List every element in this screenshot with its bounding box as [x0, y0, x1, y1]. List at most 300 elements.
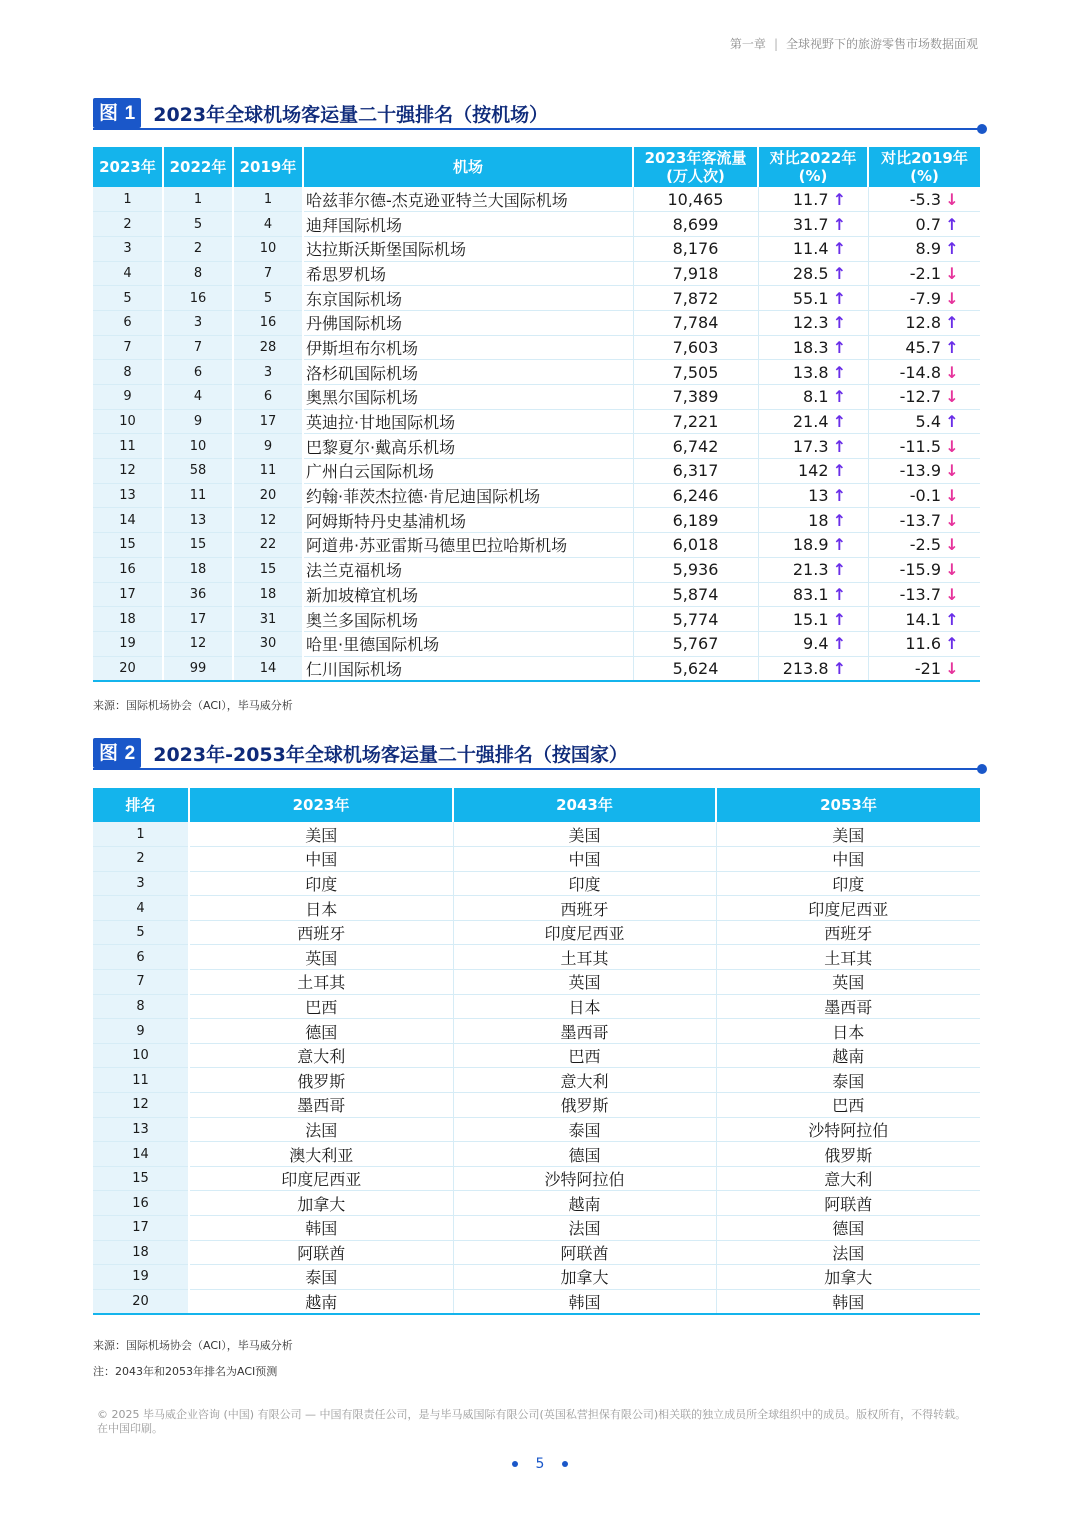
change-vs-2022-cell: [758, 261, 868, 286]
rank-cell: 10: [93, 1043, 189, 1068]
passenger-flow-cell: 5,774: [633, 607, 758, 632]
country-2023-cell: 韩国: [189, 1216, 453, 1241]
table-row: [93, 508, 980, 533]
rank-2023-cell: 10: [93, 409, 163, 434]
col-header-vs2022: [758, 147, 868, 187]
table-row: [93, 434, 980, 459]
country-2023-cell: 意大利: [189, 1043, 453, 1068]
change-vs-2022-cell: [758, 557, 868, 582]
change-vs-2019-cell: [868, 631, 980, 656]
arrow-up-icon: ↑: [832, 313, 847, 333]
country-2023-cell: 墨西哥: [189, 1093, 453, 1118]
airport-name-cell: 仁川国际机场: [303, 656, 633, 681]
rank-2019-cell: 11: [233, 459, 303, 484]
col-header-vs2019-line1: 对比2019年: [881, 149, 968, 167]
rank-2023-cell: 9: [93, 385, 163, 410]
rank-2022-cell: 11: [163, 483, 233, 508]
arrow-down-icon: ↓: [945, 560, 959, 580]
change-vs-2019-cell: [868, 335, 980, 360]
rank-2019-cell: 1: [233, 187, 303, 212]
change-value: 14.1: [905, 609, 941, 629]
figure-1-title: 2023年全球机场客运量二十强排名（按机场）: [153, 103, 549, 126]
country-2023-cell: 泰国: [189, 1265, 453, 1290]
change-vs-2019-cell: [868, 360, 980, 385]
change-vs-2019-cell: [868, 385, 980, 410]
change-value: 13.8: [792, 362, 829, 382]
change-value: 5.4: [915, 412, 941, 432]
rank-2019-cell: 3: [233, 360, 303, 385]
passenger-flow-cell: 7,603: [633, 335, 758, 360]
country-2043-cell: 巴西: [453, 1043, 716, 1068]
figure-1-rule-dot: [977, 124, 987, 134]
change-vs-2019-cell: [868, 409, 980, 434]
table-header-row: [93, 788, 980, 822]
rank-2019-cell: 9: [233, 434, 303, 459]
rank-cell: 13: [93, 1117, 189, 1142]
arrow-up-icon: ↑: [832, 436, 847, 456]
country-2023-cell: 印度尼西亚: [189, 1166, 453, 1191]
figure-2-badge-label: 图: [99, 742, 119, 764]
change-vs-2019-cell: [868, 656, 980, 681]
arrow-down-icon: ↓: [945, 288, 959, 308]
rank-2019-cell: 28: [233, 335, 303, 360]
rank-2023-cell: 2: [93, 212, 163, 237]
airport-name-cell: 哈里·里德国际机场: [303, 631, 633, 656]
country-2053-cell: 俄罗斯: [716, 1142, 980, 1167]
rank-cell: 12: [93, 1093, 189, 1118]
rank-2023-cell: 15: [93, 533, 163, 558]
country-2043-cell: 日本: [453, 994, 716, 1019]
rank-cell: 14: [93, 1142, 189, 1167]
col-header-airport: 机场: [303, 147, 633, 187]
col-header-2053: 2053年: [716, 788, 980, 822]
passenger-flow-cell: 6,018: [633, 533, 758, 558]
rank-2023-cell: 17: [93, 582, 163, 607]
country-2023-cell: 英国: [189, 945, 453, 970]
rank-2019-cell: 6: [233, 385, 303, 410]
airport-name-cell: 巴黎夏尔·戴高乐机场: [303, 434, 633, 459]
change-vs-2019-cell: [868, 187, 980, 212]
country-2043-cell: 德国: [453, 1142, 716, 1167]
col-header-2019: 2019年: [233, 147, 303, 187]
figure-2-title: 2023年-2053年全球机场客运量二十强排名（按国家）: [153, 743, 628, 766]
country-2023-cell: 土耳其: [189, 970, 453, 995]
figure-2-badge-number: 2: [124, 743, 136, 764]
arrow-down-icon: ↓: [945, 461, 959, 481]
arrow-up-icon: ↑: [832, 239, 847, 259]
col-header-vs2022-line1: 对比2022年: [769, 149, 857, 167]
passenger-flow-cell: 5,874: [633, 582, 758, 607]
change-vs-2022-cell: [758, 582, 868, 607]
passenger-flow-cell: 6,742: [633, 434, 758, 459]
table-row: [93, 847, 980, 872]
table-row: [93, 310, 980, 335]
country-2023-cell: 中国: [189, 847, 453, 872]
change-value: 18: [808, 510, 829, 530]
rank-2023-cell: 12: [93, 459, 163, 484]
country-2043-cell: 意大利: [453, 1068, 716, 1093]
table-row: [93, 557, 980, 582]
change-value: 55.1: [792, 288, 829, 308]
arrow-up-icon: ↑: [832, 412, 847, 432]
rank-2022-cell: 4: [163, 385, 233, 410]
arrow-up-icon: ↑: [832, 560, 847, 580]
country-2053-cell: 泰国: [716, 1068, 980, 1093]
table-row: [93, 459, 980, 484]
country-2053-cell: 英国: [716, 970, 980, 995]
country-2053-cell: 墨西哥: [716, 994, 980, 1019]
header-separator: |: [773, 37, 778, 51]
airport-name-cell: 洛杉矶国际机场: [303, 360, 633, 385]
change-vs-2022-cell: [758, 533, 868, 558]
rank-2022-cell: 15: [163, 533, 233, 558]
col-header-2023: 2023年: [189, 788, 453, 822]
rank-2022-cell: 10: [163, 434, 233, 459]
airport-name-cell: 英迪拉·甘地国际机场: [303, 409, 633, 434]
figure-1-badge-number: 1: [124, 103, 136, 124]
change-vs-2019-cell: [868, 261, 980, 286]
change-vs-2022-cell: [758, 508, 868, 533]
rank-2022-cell: 17: [163, 607, 233, 632]
rank-2022-cell: 1: [163, 187, 233, 212]
rank-cell: 2: [93, 847, 189, 872]
arrow-up-icon: ↑: [945, 634, 959, 654]
arrow-down-icon: ↓: [945, 658, 959, 678]
chapter-label: 第一章: [729, 37, 766, 51]
rank-2022-cell: 9: [163, 409, 233, 434]
rank-cell: 15: [93, 1166, 189, 1191]
country-2053-cell: 美国: [716, 822, 980, 847]
rank-2019-cell: 5: [233, 286, 303, 311]
arrow-up-icon: ↑: [832, 387, 847, 407]
col-header-vs2022-line2: (%): [798, 167, 828, 185]
arrow-down-icon: ↓: [945, 436, 959, 456]
airport-name-cell: 奥兰多国际机场: [303, 607, 633, 632]
country-2023-cell: 俄罗斯: [189, 1068, 453, 1093]
arrow-down-icon: ↓: [945, 263, 959, 283]
country-2043-cell: 俄罗斯: [453, 1093, 716, 1118]
country-2053-cell: 土耳其: [716, 945, 980, 970]
rank-2022-cell: 8: [163, 261, 233, 286]
rank-2019-cell: 18: [233, 582, 303, 607]
rank-2022-cell: 5: [163, 212, 233, 237]
rank-2022-cell: 3: [163, 310, 233, 335]
country-2023-cell: 德国: [189, 1019, 453, 1044]
change-value: 83.1: [792, 584, 829, 604]
rank-2022-cell: 99: [163, 656, 233, 681]
arrow-up-icon: ↑: [832, 362, 847, 382]
col-header-2023: 2023年: [93, 147, 163, 187]
rank-2019-cell: 30: [233, 631, 303, 656]
table-row: [93, 1289, 980, 1314]
country-2043-cell: 土耳其: [453, 945, 716, 970]
change-vs-2019-cell: [868, 533, 980, 558]
table-row: [93, 1240, 980, 1265]
col-header-vs2019: [868, 147, 980, 187]
table-row: [93, 360, 980, 385]
change-value: -5.3: [909, 189, 941, 209]
change-vs-2019-cell: [868, 434, 980, 459]
table-row: [93, 896, 980, 921]
rank-2019-cell: 14: [233, 656, 303, 681]
change-value: 13: [808, 486, 829, 506]
change-value: 18.3: [792, 337, 829, 357]
country-2023-cell: 西班牙: [189, 920, 453, 945]
change-value: -12.7: [899, 387, 941, 407]
table-row: [93, 656, 980, 681]
change-vs-2019-cell: [868, 557, 980, 582]
passenger-flow-cell: 5,767: [633, 631, 758, 656]
rank-2023-cell: 3: [93, 236, 163, 261]
table-row: [93, 409, 980, 434]
country-2023-cell: 日本: [189, 896, 453, 921]
rank-cell: 16: [93, 1191, 189, 1216]
country-2053-cell: 意大利: [716, 1166, 980, 1191]
airport-name-cell: 广州白云国际机场: [303, 459, 633, 484]
rank-2023-cell: 11: [93, 434, 163, 459]
airport-name-cell: 丹佛国际机场: [303, 310, 633, 335]
country-2053-cell: 越南: [716, 1043, 980, 1068]
table-row: [93, 970, 980, 995]
pager-dot-right: [562, 1461, 568, 1467]
table-row: [93, 994, 980, 1019]
table-row: [93, 483, 980, 508]
country-2053-cell: 法国: [716, 1240, 980, 1265]
figure-1-badge: [93, 98, 141, 128]
arrow-up-icon: ↑: [945, 239, 959, 259]
table-row: [93, 822, 980, 847]
airport-name-cell: 阿道弗·苏亚雷斯马德里巴拉哈斯机场: [303, 533, 633, 558]
arrow-down-icon: ↓: [945, 535, 959, 555]
country-2043-cell: 越南: [453, 1191, 716, 1216]
change-value: 21.3: [792, 560, 829, 580]
copyright-notice: © 2025 毕马威企业咨询 (中国) 有限公司 — 中国有限责任公司，是与毕马威国际有限公司(英国私营担保有限公司)相关联的独立成员所全球组织中的成员。版权所有，不得转载。在中国印刷。: [97, 1408, 967, 1435]
country-2043-cell: 西班牙: [453, 896, 716, 921]
rank-cell: 20: [93, 1289, 189, 1314]
rank-cell: 5: [93, 920, 189, 945]
pager-dot-left: [512, 1461, 518, 1467]
arrow-up-icon: ↑: [832, 609, 847, 629]
table-row: [93, 1265, 980, 1290]
change-vs-2019-cell: [868, 483, 980, 508]
table-row: [93, 1019, 980, 1044]
passenger-flow-cell: 7,221: [633, 409, 758, 434]
figure-1-badge-label: 图: [99, 102, 119, 124]
col-header-2043: 2043年: [453, 788, 716, 822]
passenger-flow-cell: 7,505: [633, 360, 758, 385]
table-row: [93, 286, 980, 311]
rank-2023-cell: 18: [93, 607, 163, 632]
rank-2022-cell: 36: [163, 582, 233, 607]
rank-cell: 9: [93, 1019, 189, 1044]
passenger-flow-cell: 5,936: [633, 557, 758, 582]
rank-cell: 8: [93, 994, 189, 1019]
country-2043-cell: 印度尼西亚: [453, 920, 716, 945]
figure-2-source: 来源：国际机场协会（ACI），毕马威分析: [93, 1339, 293, 1352]
table-row: [93, 920, 980, 945]
passenger-flow-cell: 7,918: [633, 261, 758, 286]
table-row: [93, 212, 980, 237]
rank-cell: 4: [93, 896, 189, 921]
rank-2019-cell: 31: [233, 607, 303, 632]
rank-2022-cell: 13: [163, 508, 233, 533]
country-2023-cell: 加拿大: [189, 1191, 453, 1216]
arrow-up-icon: ↑: [832, 486, 847, 506]
table-row: [93, 385, 980, 410]
arrow-up-icon: ↑: [832, 510, 847, 530]
country-2043-cell: 沙特阿拉伯: [453, 1166, 716, 1191]
change-vs-2022-cell: [758, 187, 868, 212]
rank-2022-cell: 16: [163, 286, 233, 311]
change-vs-2022-cell: [758, 656, 868, 681]
rank-2022-cell: 18: [163, 557, 233, 582]
rank-2022-cell: 2: [163, 236, 233, 261]
page-number-area: [0, 1456, 1080, 1472]
rank-cell: 18: [93, 1240, 189, 1265]
country-2043-cell: 英国: [453, 970, 716, 995]
arrow-up-icon: ↑: [945, 337, 959, 357]
country-2023-cell: 美国: [189, 822, 453, 847]
figure-1-title-bar: [93, 96, 548, 130]
rank-2023-cell: 1: [93, 187, 163, 212]
change-vs-2022-cell: [758, 631, 868, 656]
table-row: [93, 1093, 980, 1118]
change-value: 12.3: [792, 313, 829, 333]
table-row: [93, 631, 980, 656]
change-vs-2022-cell: [758, 385, 868, 410]
col-header-vs2019-line2: (%): [910, 167, 939, 185]
rank-2019-cell: 15: [233, 557, 303, 582]
country-2043-cell: 阿联酋: [453, 1240, 716, 1265]
country-2023-cell: 越南: [189, 1289, 453, 1314]
passenger-flow-cell: 7,389: [633, 385, 758, 410]
table-row: [93, 533, 980, 558]
country-2023-cell: 印度: [189, 871, 453, 896]
change-value: 9.4: [803, 634, 829, 654]
rank-cell: 1: [93, 822, 189, 847]
change-value: 11.4: [792, 239, 829, 259]
passenger-flow-cell: 5,624: [633, 656, 758, 681]
arrow-down-icon: ↓: [945, 510, 959, 530]
running-header: [730, 35, 978, 52]
rank-2023-cell: 8: [93, 360, 163, 385]
table-row: [93, 1043, 980, 1068]
country-2023-cell: 澳大利亚: [189, 1142, 453, 1167]
country-2043-cell: 加拿大: [453, 1265, 716, 1290]
rank-2019-cell: 7: [233, 261, 303, 286]
arrow-down-icon: ↓: [945, 362, 959, 382]
change-vs-2019-cell: [868, 286, 980, 311]
arrow-up-icon: ↑: [832, 535, 847, 555]
change-value: 18.9: [792, 535, 829, 555]
country-2023-cell: 巴西: [189, 994, 453, 1019]
change-value: 11.7: [792, 189, 829, 209]
figure-2-badge: [93, 738, 141, 768]
airport-name-cell: 奥黑尔国际机场: [303, 385, 633, 410]
arrow-up-icon: ↑: [832, 214, 847, 234]
country-2043-cell: 墨西哥: [453, 1019, 716, 1044]
rank-2023-cell: 6: [93, 310, 163, 335]
change-vs-2022-cell: [758, 212, 868, 237]
country-2023-cell: 阿联酋: [189, 1240, 453, 1265]
change-vs-2019-cell: [868, 310, 980, 335]
change-value: 142: [797, 461, 829, 481]
change-vs-2022-cell: [758, 409, 868, 434]
change-vs-2022-cell: [758, 607, 868, 632]
arrow-up-icon: ↑: [832, 263, 847, 283]
arrow-down-icon: ↓: [945, 486, 959, 506]
table-row: [93, 236, 980, 261]
arrow-up-icon: ↑: [945, 313, 959, 333]
country-2043-cell: 美国: [453, 822, 716, 847]
rank-2023-cell: 13: [93, 483, 163, 508]
airport-name-cell: 阿姆斯特丹史基浦机场: [303, 508, 633, 533]
change-vs-2019-cell: [868, 508, 980, 533]
arrow-up-icon: ↑: [832, 337, 847, 357]
table-row: [93, 1142, 980, 1167]
airport-name-cell: 法兰克福机场: [303, 557, 633, 582]
change-vs-2022-cell: [758, 434, 868, 459]
country-2053-cell: 印度尼西亚: [716, 896, 980, 921]
country-2053-cell: 西班牙: [716, 920, 980, 945]
passenger-flow-cell: 7,784: [633, 310, 758, 335]
change-vs-2019-cell: [868, 582, 980, 607]
country-2043-cell: 韩国: [453, 1289, 716, 1314]
airport-ranking-table: [93, 147, 980, 682]
change-value: -13.7: [899, 510, 941, 530]
airport-name-cell: 伊斯坦布尔机场: [303, 335, 633, 360]
change-value: 8.1: [803, 387, 829, 407]
arrow-up-icon: ↑: [832, 658, 847, 678]
change-vs-2022-cell: [758, 286, 868, 311]
change-value: 21.4: [792, 412, 829, 432]
country-2053-cell: 韩国: [716, 1289, 980, 1314]
table-row: [93, 335, 980, 360]
rank-2022-cell: 7: [163, 335, 233, 360]
rank-2022-cell: 58: [163, 459, 233, 484]
airport-name-cell: 希思罗机场: [303, 261, 633, 286]
rank-2023-cell: 19: [93, 631, 163, 656]
rank-2023-cell: 5: [93, 286, 163, 311]
table-row: [93, 1191, 980, 1216]
country-2053-cell: 中国: [716, 847, 980, 872]
country-2043-cell: 法国: [453, 1216, 716, 1241]
passenger-flow-cell: 8,176: [633, 236, 758, 261]
rank-2023-cell: 4: [93, 261, 163, 286]
change-vs-2019-cell: [868, 236, 980, 261]
country-2053-cell: 沙特阿拉伯: [716, 1117, 980, 1142]
arrow-down-icon: ↓: [945, 189, 959, 209]
change-value: 8.9: [915, 239, 941, 259]
change-value: 45.7: [905, 337, 941, 357]
airport-name-cell: 约翰·菲茨杰拉德·肯尼迪国际机场: [303, 483, 633, 508]
rank-2022-cell: 12: [163, 631, 233, 656]
change-value: 17.3: [792, 436, 829, 456]
arrow-up-icon: ↑: [832, 189, 847, 209]
change-vs-2022-cell: [758, 335, 868, 360]
change-value: -2.5: [909, 535, 941, 555]
rank-cell: 6: [93, 945, 189, 970]
rank-cell: 17: [93, 1216, 189, 1241]
table-row: [93, 1216, 980, 1241]
figure-1-rule: [93, 128, 981, 130]
change-value: -2.1: [909, 263, 941, 283]
change-vs-2022-cell: [758, 236, 868, 261]
country-2053-cell: 日本: [716, 1019, 980, 1044]
table-row: [93, 945, 980, 970]
airport-name-cell: 东京国际机场: [303, 286, 633, 311]
rank-2019-cell: 12: [233, 508, 303, 533]
